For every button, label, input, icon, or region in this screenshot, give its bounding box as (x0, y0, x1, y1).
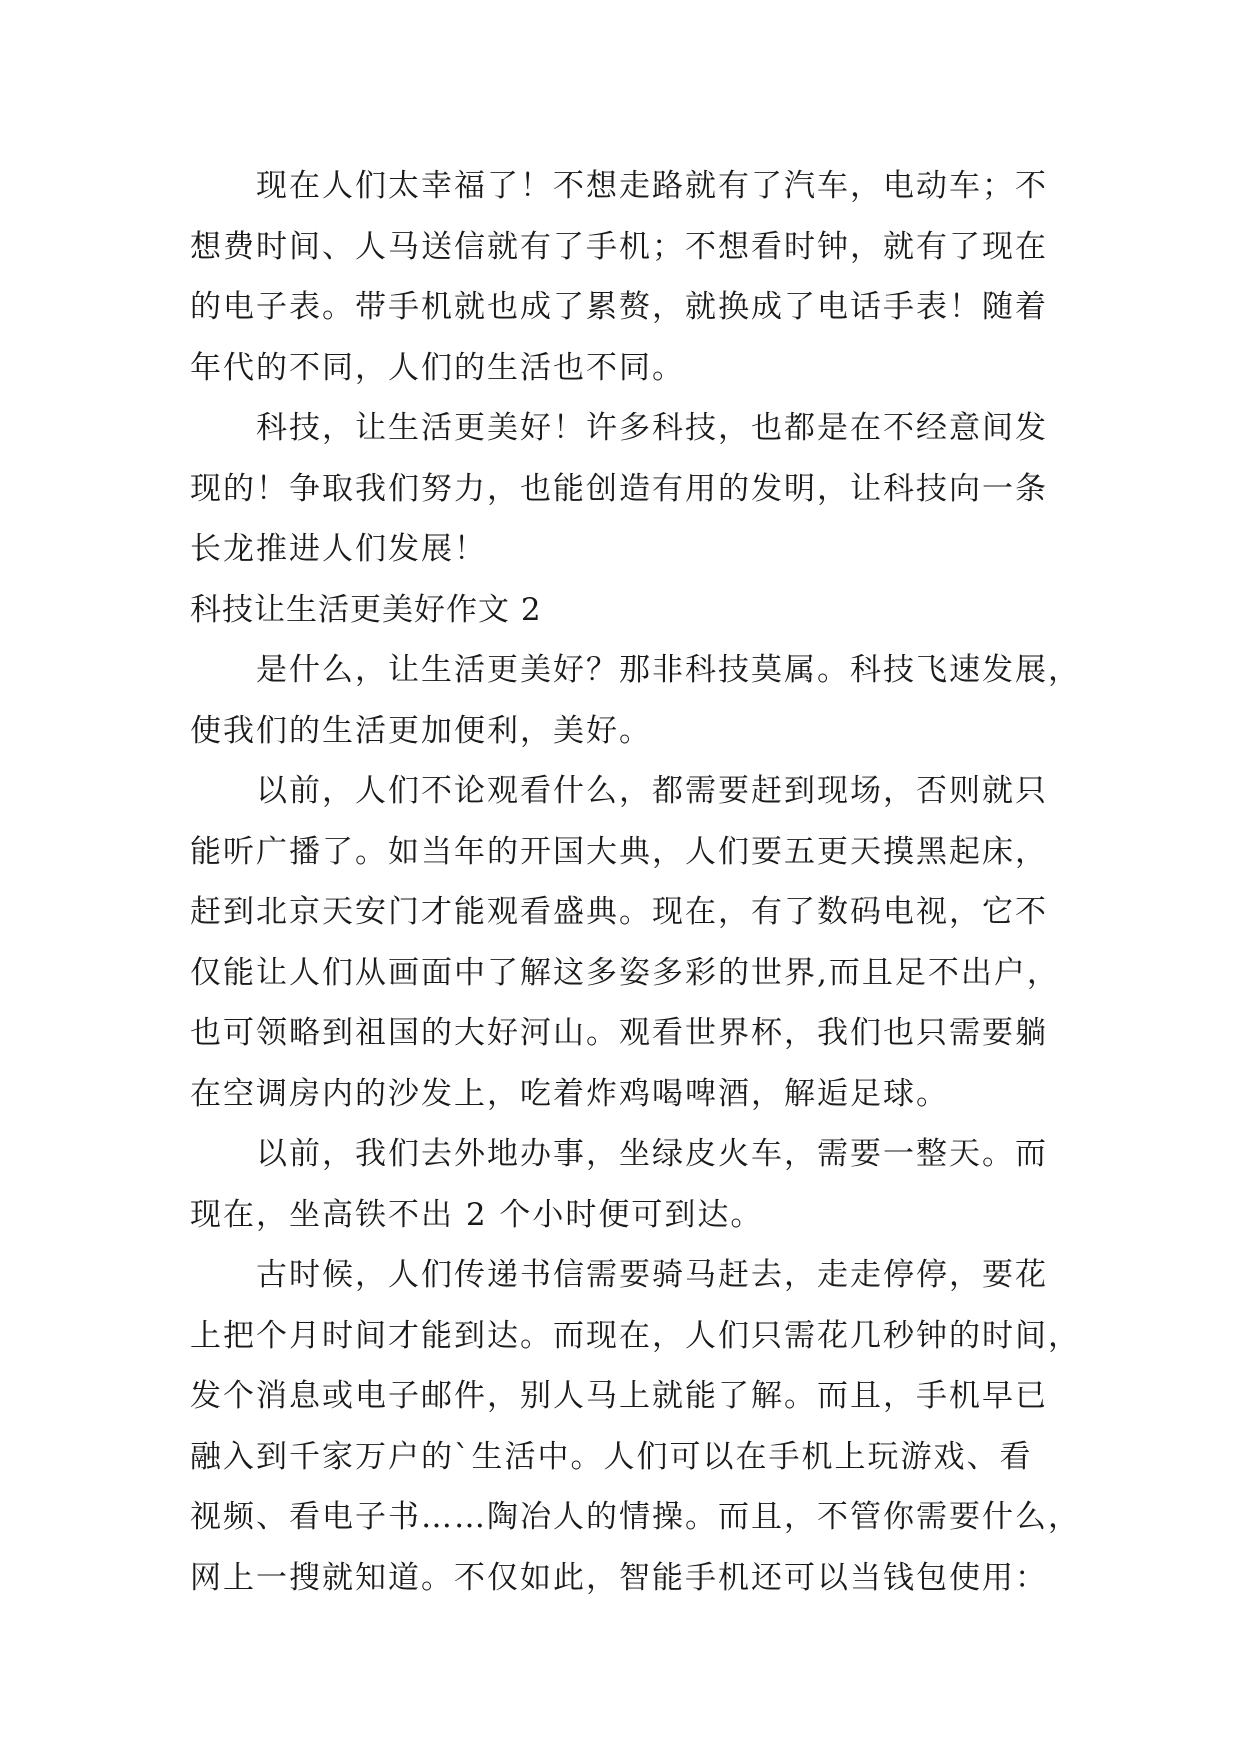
paragraph-line: 现在，坐高铁不出 2 个小时便可到达。 (190, 1196, 764, 1233)
paragraph-line: 使我们的生活更加便利，美好。 (190, 712, 652, 749)
paragraph-line: 长龙推进人们发展！ (190, 531, 487, 567)
paragraph-line: 现的！争取我们努力，也能创造有用的发明，让科技向一条 (190, 470, 1048, 507)
paragraph-line: 以前，人们不论观看什么，都需要赶到现场，否则就只 (256, 773, 1048, 809)
paragraph-line: 以前，我们去外地办事，坐绿皮火车，需要一整天。而 (256, 1136, 1048, 1172)
paragraph-line: 网上一搜就知道。不仅如此，智能手机还可以当钱包使用： (190, 1559, 1048, 1596)
paragraph-line: 也可领略到祖国的大好河山。观看世界杯，我们也只需要躺 (190, 1015, 1048, 1051)
paragraph-line: 古时候，人们传递书信需要骑马赶去，走走停停，要花 (256, 1257, 1048, 1293)
document-body (190, 156, 1081, 1608)
paragraph-line: 的电子表。带手机就也成了累赘，就换成了电话手表！随着 (190, 289, 1048, 325)
paragraph-line: 发个消息或电子邮件，别人马上就能了解。而且，手机早已 (190, 1378, 1048, 1414)
paragraph-line: 赶到北京天安门才能观看盛典。现在，有了数码电视，它不 (190, 894, 1048, 930)
paragraph-line: 现在人们太幸福了！不想走路就有了汽车，电动车；不 (256, 168, 1048, 204)
paragraph-line: 科技，让生活更美好！许多科技，也都是在不经意间发 (256, 410, 1048, 446)
paragraph-line: 上把个月时间才能到达。而现在，人们只需花几秒钟的时间， (190, 1317, 1081, 1354)
paragraph-line: 年代的不同，人们的生活也不同。 (190, 349, 685, 386)
section-heading: 科技让生活更美好作文 2 (190, 591, 542, 628)
paragraph-line: 是什么，让生活更美好？那非科技莫属。科技飞速发展， (256, 652, 1081, 688)
paragraph-line: 视频、看电子书……陶冶人的情操。而且，不管你需要什么， (190, 1499, 1081, 1535)
paragraph-line: 想费时间、人马送信就有了手机；不想看时钟，就有了现在 (190, 228, 1048, 265)
paragraph-line: 能听广播了。如当年的开国大典，人们要五更天摸黑起床， (190, 833, 1048, 870)
paragraph-line: 在空调房内的沙发上，吃着炸鸡喝啤酒，解逅足球。 (190, 1075, 949, 1112)
paragraph-line: 融入到千家万户的`生活中。人们可以在手机上玩游戏、看 (190, 1438, 1033, 1475)
paragraph-line: 仅能让人们从画面中了解这多姿多彩的世界,而且足不出户， (190, 954, 1060, 991)
